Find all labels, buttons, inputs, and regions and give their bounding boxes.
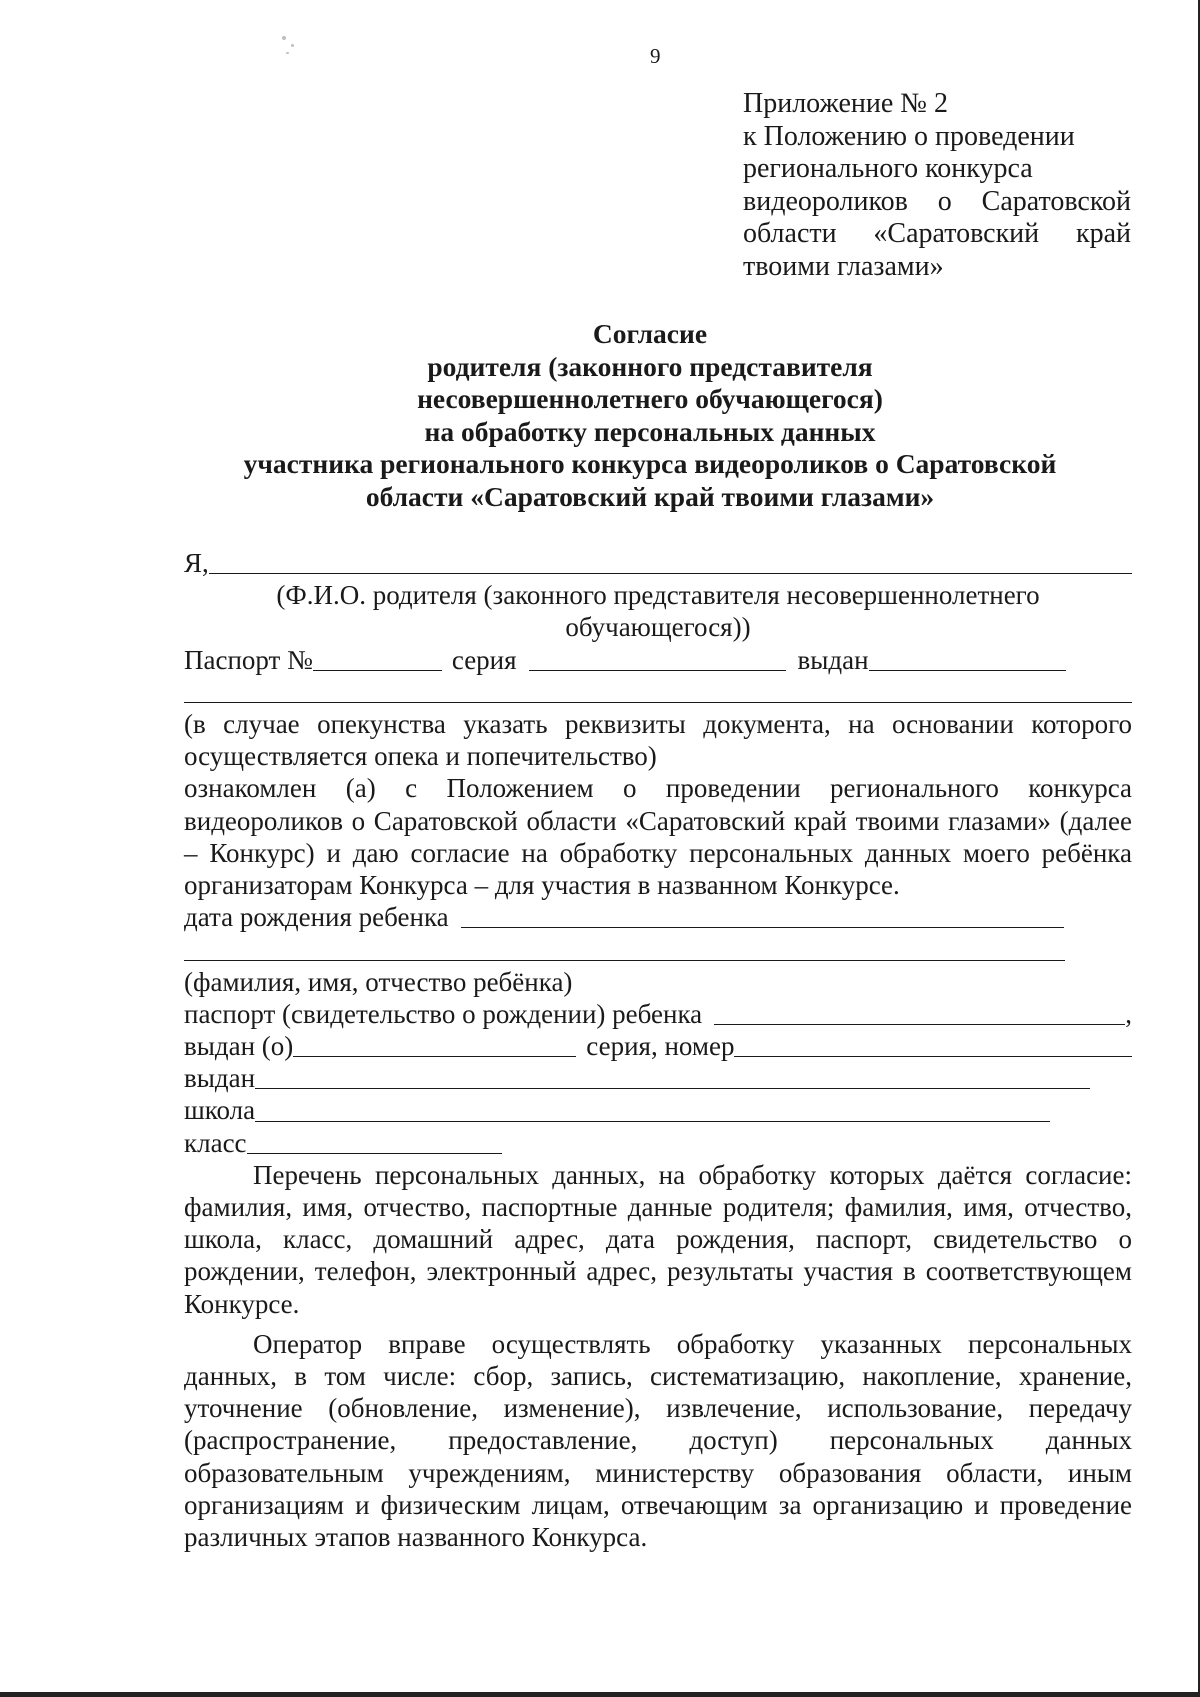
child-name-hint: (фамилия, имя, отчество ребёнка) [184,966,573,997]
child-name-row [184,933,1132,965]
comma: , [1125,998,1132,1029]
child-issued-by-field[interactable] [255,1064,1090,1089]
title-line: родителя (законного представителя [427,350,873,382]
page-number: 9 [650,44,661,68]
school-label: школа [184,1095,256,1126]
scan-speck [282,36,286,40]
title-line: Согласие [592,318,708,349]
annex-header [743,88,1131,283]
annex-line: регионального конкурса [743,153,1033,184]
passport-issued-field-line2[interactable] [184,678,1132,703]
annex-word: о [937,185,952,217]
child-issued-row [184,1030,1132,1062]
scan-speck [291,44,294,47]
fio-hint: (Ф.И.О. родителя (законного представителя несовершеннолетнего обучающегося)) [276,580,1040,643]
class-label: класс [184,1127,247,1158]
child-issued-o-label: выдан (о) [184,1030,294,1061]
passport-label: Паспорт № [184,644,313,675]
title-line: участника регионального конкурса видеороликов о Саратовской [243,448,1057,480]
document-title [150,318,1150,514]
school-field[interactable] [255,1097,1050,1122]
passport-issued-field[interactable] [869,646,1066,671]
form-section [184,547,1132,1553]
annex-line [743,186,1131,219]
title-line: области «Саратовский край твоими глазами» [365,480,935,512]
school-row [184,1094,1132,1126]
annex-word: видеороликов [743,185,908,217]
i-label: Я, [184,547,209,578]
guardian-note: (в случае опекунства указать реквизиты документа, на основании которого осуществляется опека и попечительство) [184,708,1132,772]
scan-speck [286,52,289,54]
data-list-paragraph: Перечень персональных данных, на обработку которых даётся согласие: фамилия, имя, отчество, паспортные данные родителя; фамилия, имя, отчество, школа, класс, домашний адрес, дата рождения, паспорт, свидетельство о рождении, телефон, электронный адрес, результаты участия в соответствующем Конкурсе. [184,1159,1132,1319]
parent-name-field[interactable] [209,549,1132,574]
annex-word: Саратовской [981,185,1131,217]
child-series-number-label: серия, номер [586,1030,735,1061]
child-passport-row [184,998,1132,1030]
annex-word: области [743,218,837,249]
child-name-field[interactable] [184,936,1065,961]
passport-row [184,644,1132,676]
annex-line: Приложение № 2 [743,88,948,119]
passport-issued-continuation [184,676,1132,708]
issued-label: выдан [797,644,869,675]
child-series-number-field[interactable] [734,1032,1132,1057]
operator-rights-paragraph: Оператор вправе осуществлять обработку указанных персональных данных, в том числе: сбор, запись, систематизацию, накопление, хранение, уточнение (обновление, изменение), извлечение, использование, передачу (распространение, предоставление, доступ) персональных данных образовательным учреждениям, министерству образования области, иным организациям и физическим лицам, отвечающим за организацию и проведение различных этапов названного Конкурса. [184,1328,1132,1552]
child-issued-label: выдан [184,1063,256,1094]
parent-name-row [184,547,1132,579]
series-label: серия [451,644,517,675]
annex-word: край [1075,218,1131,249]
child-issued-by-row [184,1062,1132,1094]
child-passport-label: паспорт (свидетельство о рождении) ребенка [184,998,703,1029]
annex-line: к Положению о проведении [743,120,1075,152]
annex-word: «Саратовский [873,218,1040,249]
scan-edge-bottom [0,1692,1200,1697]
title-line: на обработку персональных данных [424,415,876,447]
birthdate-field[interactable] [461,903,1064,928]
child-issued-o-field[interactable] [293,1032,576,1057]
class-field[interactable] [247,1129,502,1154]
class-row [184,1127,1132,1159]
title-line: несовершеннолетнего обучающегося) [417,383,883,415]
acquainted-text: ознакомлен (а) с Положением о проведении регионального конкурса видеороликов о Саратовской области «Саратовский край твоими глазами» (далее – Конкурс) и даю согласие на обработку персональных данных моего ребёнка организаторам Конкурса – для участия в названном Конкурсе. [184,773,1132,900]
annex-line [743,218,1131,251]
birthdate-label: дата рождения ребенка [184,902,449,933]
annex-line: твоими глазами» [743,250,944,282]
passport-series-field[interactable] [529,646,786,671]
child-passport-field[interactable] [714,1000,1125,1025]
birthdate-row [184,901,1132,933]
passport-number-field[interactable] [313,646,442,671]
